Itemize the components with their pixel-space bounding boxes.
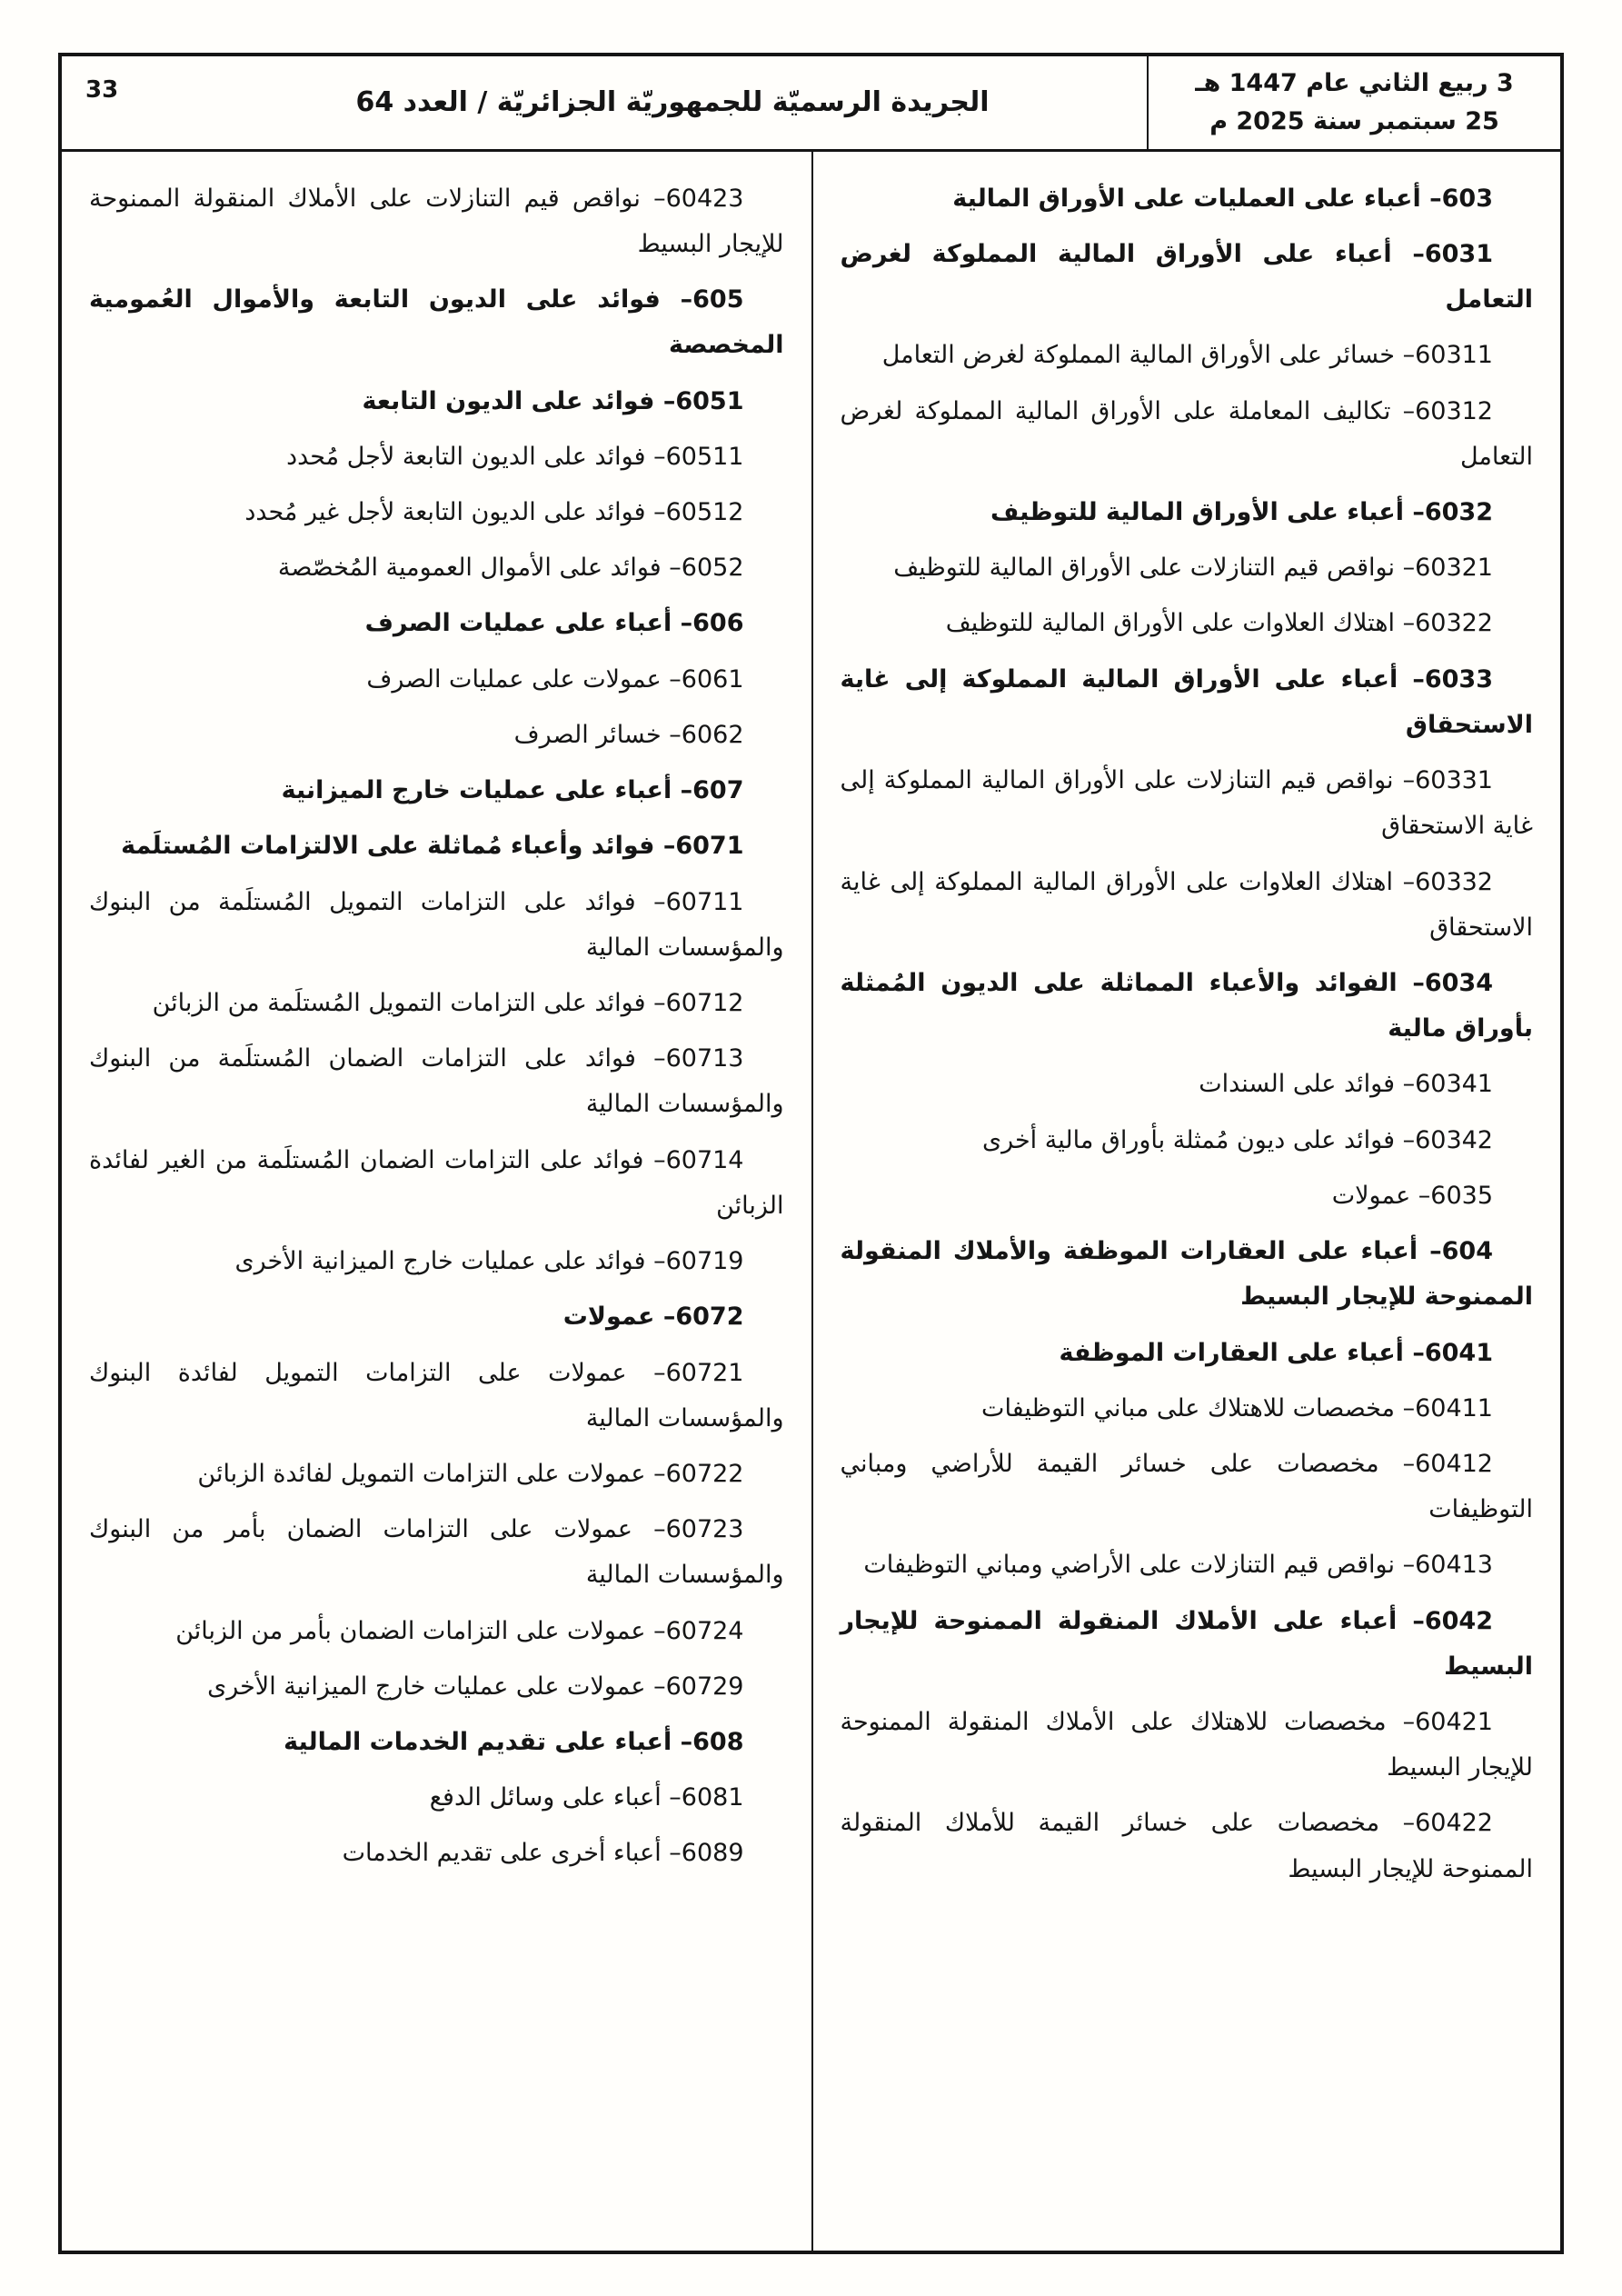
- account-entry-60342: 60342– فوائد على ديون مُمثلة بأوراق مالية أخرى: [981, 1125, 1493, 1154]
- account-entry-6041: 6041– أعباء على العقارات الموظفة: [1059, 1338, 1493, 1367]
- account-entry-60332: 60332– اهتلاك العلاوات على الأوراق المالية المملوكة إلى غاية الاستحقاق: [840, 867, 1533, 942]
- account-entry-60421: 60421– مخصصات للاهتلاك على الأملاك المنقولة الممنوحة للإيجار البسيط: [840, 1708, 1533, 1782]
- account-entry-6032: 6032– أعباء على الأوراق المالية للتوظيف: [990, 498, 1493, 526]
- account-entry-6052: 6052– فوائد على الأموال العمومية المُخصّصة: [277, 554, 744, 583]
- account-entry-60512: 60512– فوائد على الديون التابعة لأجل غير مُحدد: [244, 498, 744, 526]
- account-entry-60312: 60312– تكاليف المعاملة على الأوراق المالية المملوكة لغرض التعامل: [840, 396, 1533, 471]
- account-entry-60423: 60423– نواقص قيم التنازلات على الأملاك المنقولة الممنوحة للإيجار البسيط: [89, 184, 784, 258]
- account-entry-6062: 6062– خسائر الصرف: [513, 720, 744, 749]
- account-entry-604: 604– أعباء على العقارات الموظفة والأملاك المنقولة الممنوحة للإيجار البسيط: [840, 1237, 1533, 1312]
- account-entry-60331: 60331– نواقص قيم التنازلات على الأوراق المالية المملوكة إلى غاية الاستحقاق: [840, 766, 1533, 841]
- account-entry-60722: 60722– عمولات على التزامات التمويل لفائدة الزبائن: [197, 1459, 744, 1488]
- account-entry-60311: 60311– خسائر على الأوراق المالية المملوكة لغرض التعامل: [881, 341, 1493, 370]
- account-entry-6061: 6061– عمولات على عمليات الصرف: [366, 664, 744, 694]
- page-header: [62, 56, 1560, 152]
- account-entry-6034: 6034– الفوائد والأعباء المماثلة على الديون المُمثلة بأوراق مالية: [840, 968, 1533, 1043]
- account-entry-60321: 60321– نواقص قيم التنازلات على الأوراق المالية للتوظيف: [893, 554, 1493, 583]
- account-entry-60422: 60422– مخصصات على خسائر القيمة للأملاك المنقولة الممنوحة للإيجار البسيط: [840, 1809, 1533, 1883]
- page-body: [62, 152, 1560, 2251]
- account-entry-60411: 60411– مخصصات للاهتلاك على مباني التوظيفات: [981, 1393, 1493, 1423]
- account-entry-60712: 60712– فوائد على التزامات التمويل المُستلَمة من الزبائن: [152, 988, 744, 1017]
- account-entry-60724: 60724– عمولات على التزامات الضمان بأمر من الزبائن: [175, 1616, 744, 1645]
- account-entry-60412: 60412– مخصصات على خسائر القيمة للأراضي ومباني التوظيفات: [840, 1449, 1533, 1524]
- account-entry-60413: 60413– نواقص قيم التنازلات على الأراضي ومباني التوظيفات: [863, 1551, 1493, 1580]
- account-entry-60714: 60714– فوائد على التزامات الضمان المُستلَمة من الغير لفائدة الزبائن: [89, 1145, 784, 1220]
- journal-title: الجريدة الرسميّة للجمهوريّة الجزائريّة / العدد 64: [355, 86, 990, 119]
- column-right: [811, 152, 1561, 2251]
- account-entry-60719: 60719– فوائد على عمليات خارج الميزانية الأخرى: [234, 1247, 744, 1276]
- account-entry-6072: 6072– عمولات: [562, 1303, 744, 1332]
- issue-dates: [1147, 56, 1560, 149]
- account-entry-60322: 60322– اهتلاك العلاوات على الأوراق المالية للتوظيف: [945, 609, 1493, 638]
- account-entry-6033: 6033– أعباء على الأوراق المالية المملوكة إلى غاية الاستحقاق: [840, 664, 1533, 739]
- account-entry-6035: 6035– عمولات: [1331, 1181, 1493, 1210]
- account-entry-60711: 60711– فوائد على التزامات التمويل المُستلَمة من البنوك والمؤسسات المالية: [89, 887, 784, 962]
- account-entry-60723: 60723– عمولات على التزامات الضمان بأمر من البنوك والمؤسسات المالية: [89, 1515, 784, 1590]
- account-entry-603: 603– أعباء على العمليات على الأوراق المالية: [952, 184, 1493, 213]
- page-number: 33: [85, 76, 119, 104]
- account-entry-6081: 6081– أعباء على وسائل الدفع: [429, 1783, 744, 1812]
- account-entry-606: 606– أعباء على عمليات الصرف: [364, 609, 744, 638]
- page-frame: [58, 53, 1564, 2254]
- account-entry-60721: 60721– عمولات على التزامات التمويل لفائدة البنوك والمؤسسات المالية: [89, 1358, 784, 1433]
- account-entry-60713: 60713– فوائد على التزامات الضمان المُستلَمة من البنوك والمؤسسات المالية: [89, 1044, 784, 1119]
- account-entry-60729: 60729– عمولات على عمليات خارج الميزانية الأخرى: [207, 1672, 744, 1701]
- account-entry-608: 608– أعباء على تقديم الخدمات المالية: [284, 1728, 744, 1757]
- account-entry-6089: 6089– أعباء أخرى على تقديم الخدمات: [342, 1839, 744, 1868]
- account-entry-6031: 6031– أعباء على الأوراق المالية المملوكة لغرض التعامل: [840, 239, 1533, 314]
- date-hijri: 3 ربيع الثاني عام 1447 هـ: [1195, 69, 1514, 97]
- column-left: [62, 152, 811, 2251]
- account-entry-60511: 60511– فوائد على الديون التابعة لأجل مُحدد: [286, 442, 744, 471]
- account-entry-6071: 6071– فوائد وأعباء مُماثلة على الالتزامات المُستلَمة: [121, 832, 744, 861]
- account-entry-6042: 6042– أعباء على الأملاك المنقولة الممنوحة للإيجار البسيط: [840, 1606, 1533, 1681]
- account-entry-607: 607– أعباء على عمليات خارج الميزانية: [281, 776, 744, 805]
- account-entry-605: 605– فوائد على الديون التابعة والأموال العُمومية المخصصة: [89, 285, 784, 360]
- date-gregorian: 25 سبتمبر سنة 2025 م: [1209, 106, 1499, 135]
- account-entry-60341: 60341– فوائد على السندات: [1199, 1070, 1493, 1099]
- account-entry-6051: 6051– فوائد على الديون التابعة: [362, 386, 744, 415]
